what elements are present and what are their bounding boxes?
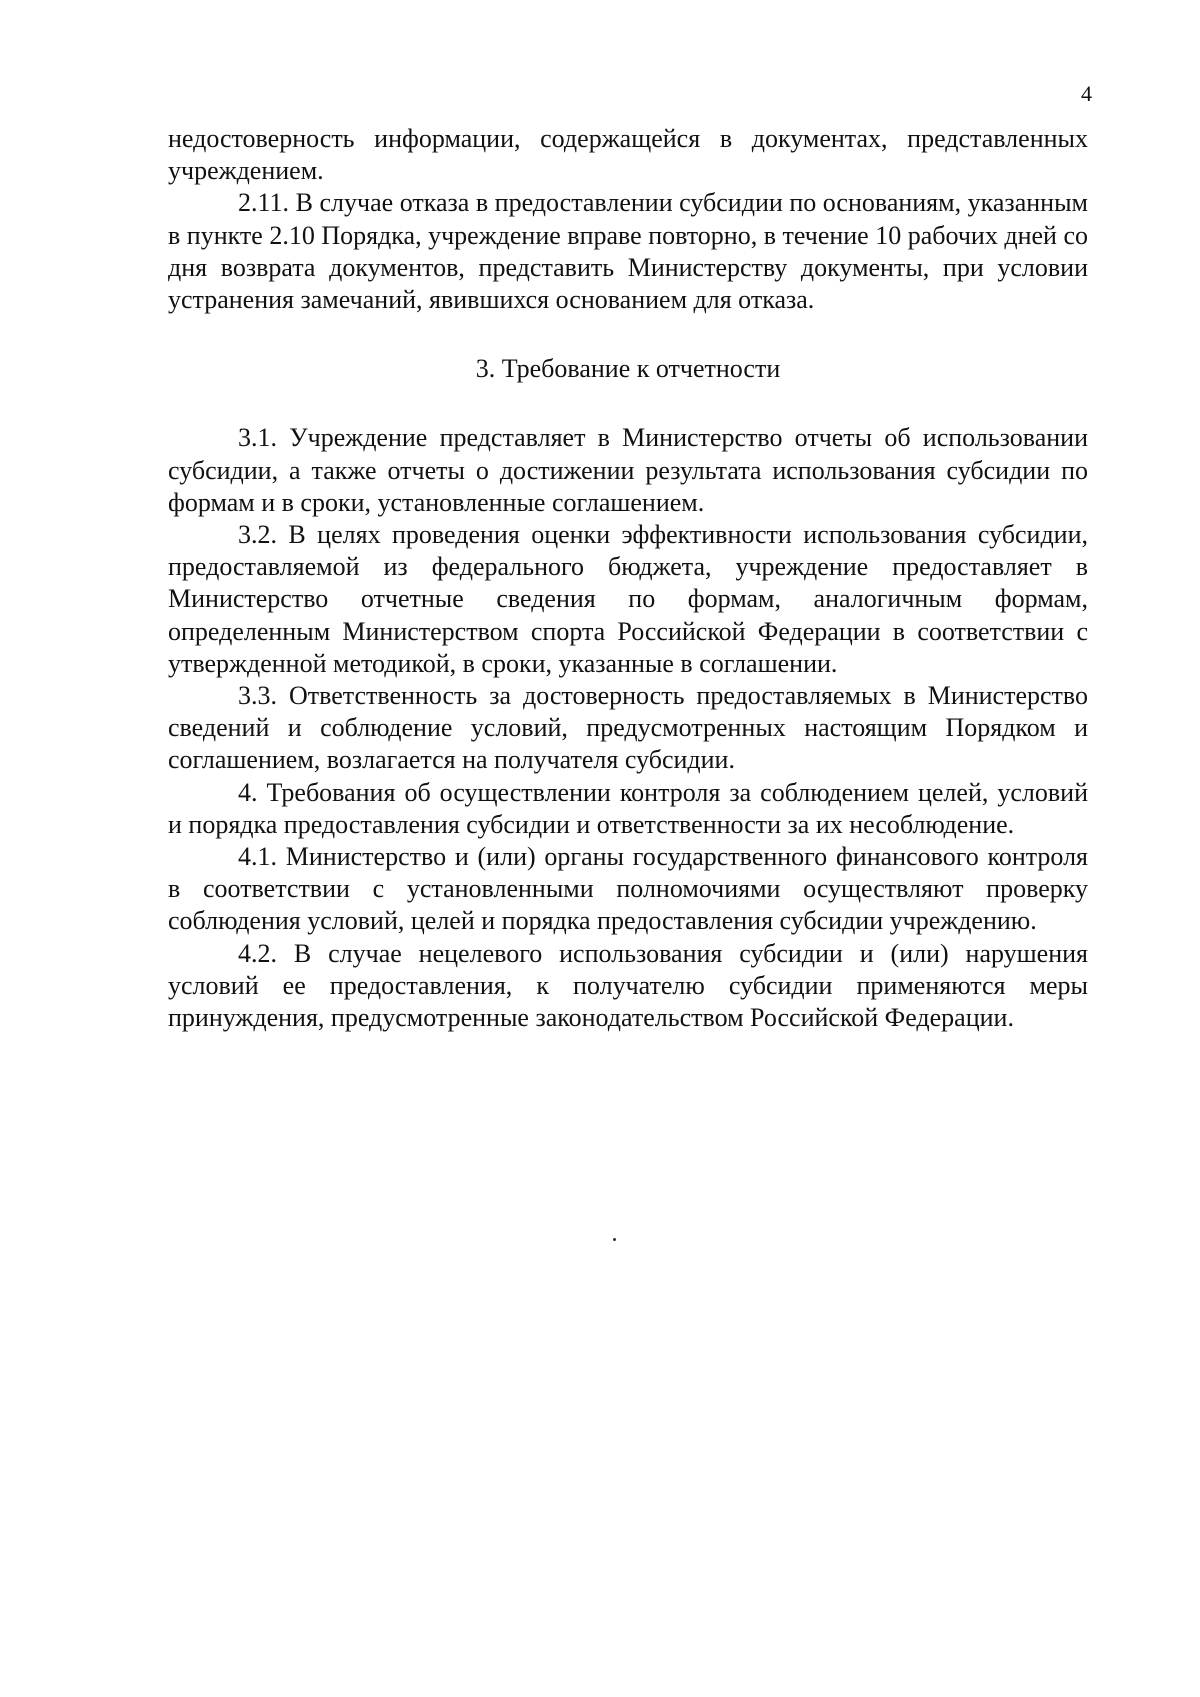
paragraph-4-1: 4.1. Министерство и (или) органы государственного финансового контроля в соответствии с установленными полномочиями осуществляют проверку соблюдения условий, целей и порядка предоставления субсидии учреждению. — [168, 842, 1088, 936]
paragraph-3-1: 3.1. Учреждение представляет в Министерство отчеты об использовании субсидии, а также отчеты о достижении результата использования субсидии по формам и в сроки, установленные соглашением. — [168, 423, 1088, 517]
paragraph-3-3: 3.3. Ответственность за достоверность предоставляемых в Министерство сведений и соблюдение условий, предусмотренных настоящим Порядком и соглашением, возлагается на получателя субсидии. — [168, 681, 1088, 775]
stray-dot-mark — [613, 1238, 616, 1241]
paragraph-2-11: 2.11. В случае отказа в предоставлении субсидии по основаниям, указанным в пункте 2.10 Порядка, учреждение вправе повторно, в течение 10 рабочих дней со дня возврата документов, представить Министерству документы, при условии устранения замечаний, явившихся основанием для отказа. — [168, 188, 1088, 315]
section-heading-3: 3. Требование к отчетности — [475, 354, 781, 384]
paragraph-3-2: 3.2. В целях проведения оценки эффективности использования субсидии, предоставляемой из федерального бюджета, учреждение предоставляет в Министерство отчетные сведения по формам, аналогичным формам, определенным Министерством спорта Российской Федерации в соответствии с утвержденной методикой, в сроки, указанные в соглашении. — [168, 520, 1088, 678]
paragraph-4: 4. Требования об осуществлении контроля за соблюдением целей, условий и порядка предоставления субсидии и ответственности за их несоблюдение. — [168, 777, 1088, 839]
document-body — [168, 123, 1088, 1034]
paragraph-continuation: недостоверность информации, содержащейся в документах, представленных учреждением. — [168, 124, 1088, 186]
page-number: 4 — [1081, 81, 1092, 106]
paragraph-4-2: 4.2. В случае нецелевого использования субсидии и (или) нарушения условий ее предоставления, к получателю субсидии применяются меры принуждения, предусмотренные законодательством Российской Федерации. — [168, 938, 1088, 1033]
